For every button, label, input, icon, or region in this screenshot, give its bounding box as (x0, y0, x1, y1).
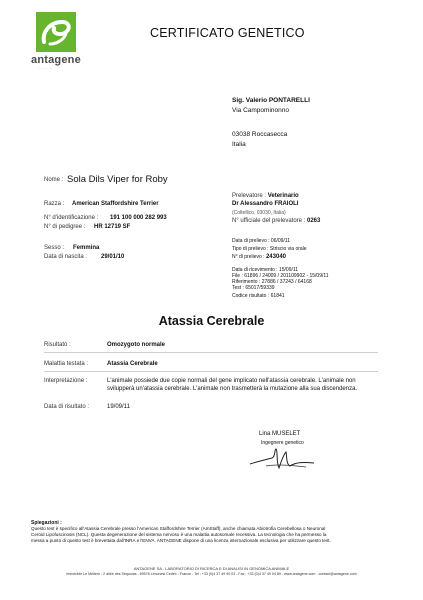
antagene-logo (36, 12, 76, 52)
sample-test: Test : 65017/59339 (232, 285, 275, 291)
document-title: CERTIFICATO GENETICO (150, 26, 305, 40)
interpretation-label: Interpretazione : (44, 378, 88, 384)
explanations-line-1: Questo test è specifico all'Atassia Cerebrale presso l'American Staffordshire Terrier (AmStaff), anche chiamata Abiotrofia Cerebellosa o Neuronal (31, 526, 326, 531)
vet-label-value: Veterinario (267, 193, 299, 199)
explanations-title: Spiegazioni : (31, 520, 62, 526)
breed-value: American Staffordshire Terrier (72, 201, 159, 207)
vet-label-text: Prelevatore : (232, 193, 268, 199)
brand-name: antagene (31, 54, 81, 66)
owner-country: Italia (232, 141, 246, 148)
brand-tagline: .................. (38, 66, 54, 70)
result-label: Risultato : (44, 342, 71, 348)
pedigree-label: N° di pedigree : (44, 224, 86, 230)
dog-name-label: Nome : (44, 177, 64, 183)
vet-label (232, 193, 299, 200)
owner-name: Sig. Valerio PONTARELLI (232, 97, 310, 104)
birth-value: 29/01/10 (101, 254, 125, 260)
antagene-logo-icon (36, 12, 76, 52)
id-label: N° d'identificazione : (44, 215, 99, 221)
sample-number (232, 254, 286, 261)
disease-value: Atassia Cerebrale (107, 361, 158, 367)
sample-date: Data di prelievo : 06/09/11 (232, 238, 291, 244)
vet-number-label: N° ufficiale del prelevatore : (232, 218, 307, 224)
signer-role: Ingegnere genetico (261, 440, 304, 446)
id-value: 191 100 000 282 993 (110, 215, 167, 221)
interpretation-line-2: svilupperà un'atassia cerebrale. L'animale non trasmetterà la mutazione alla sua discendenza. (107, 386, 358, 392)
footer-line-2: Immeuble Le Meltem - 2 allée des Séquoias - 69578 Limonest Cedex - France - Tel : +33 (0)4 37 49 90 03 - Fax : +33 (0)4 37 49 04 89 - www.antagene.com - contact@antagene.com (66, 572, 357, 576)
test-title: Atassia Cerebrale (158, 314, 265, 328)
sample-file: File : 61896 / 24009 / 201109902 - 15/09/11 (232, 273, 329, 279)
divider (44, 371, 378, 372)
disease-label: Malattia testata : (44, 361, 89, 367)
interpretation-line-1: L'animale possiede due copie normali del gene implicato nell'atassia cerebrale. L'animale non (107, 378, 356, 384)
result-value: Omozygoto normale (107, 342, 166, 348)
divider (44, 352, 378, 353)
signer-name: Lina MUSELET (259, 431, 301, 437)
breed-label: Razza : (44, 201, 65, 207)
explanations-line-3: messa a punto di questo test è brevettata dall'INRA e l'ENVA. ANTAGENE dispone di una licenza internazionale esclusiva per utilizzare questo test. (31, 538, 331, 543)
result-date-label: Data di risultato : (44, 404, 90, 410)
sample-number-label: N° di prelievo : (232, 254, 266, 260)
birth-label: Data di nascita : (44, 254, 88, 260)
pedigree-value: HR 12719 SF (94, 224, 131, 230)
signature-image (246, 444, 318, 474)
sample-ref: Riferimento : 27886 / 37243 / 64168 (232, 279, 312, 285)
sample-number-value: 243040 (265, 254, 286, 260)
vet-name: Dr Alessandro FRAIOLI (232, 201, 299, 207)
sample-code: Codice risultato : 61841 (232, 293, 285, 299)
dog-name-value: Sola Dils Viper for Roby (67, 174, 168, 185)
vet-number (232, 218, 320, 225)
result-date-value: 19/09/11 (107, 404, 130, 410)
sex-label: Sesso : (44, 245, 65, 251)
sample-received: Data di ricevimento : 15/09/11 (232, 267, 299, 273)
footer-line-1: ANTAGENE SA - LABORATORIO DI RICERCA E DI ANALISI IN GENOMICA ANIMALE (133, 566, 290, 571)
owner-street: Via Campominonno (232, 107, 289, 114)
explanations-line-2: Ceroid Lipofuscinosis (NCL). Questa degenerazione del sistema nervoso è una malattia autosomale recessiva. La tecnologia che ha permesso la (31, 532, 327, 537)
sample-type: Tipo di prelievo : Striscio via orale (232, 246, 307, 252)
signature-icon (246, 444, 318, 474)
vet-number-value: 0263 (307, 218, 321, 224)
sex-value: Femmina (73, 245, 100, 251)
vet-place: (Coltellico, 03030, Italia) (232, 210, 286, 216)
owner-city: 03038 Roccasecca (232, 131, 288, 138)
